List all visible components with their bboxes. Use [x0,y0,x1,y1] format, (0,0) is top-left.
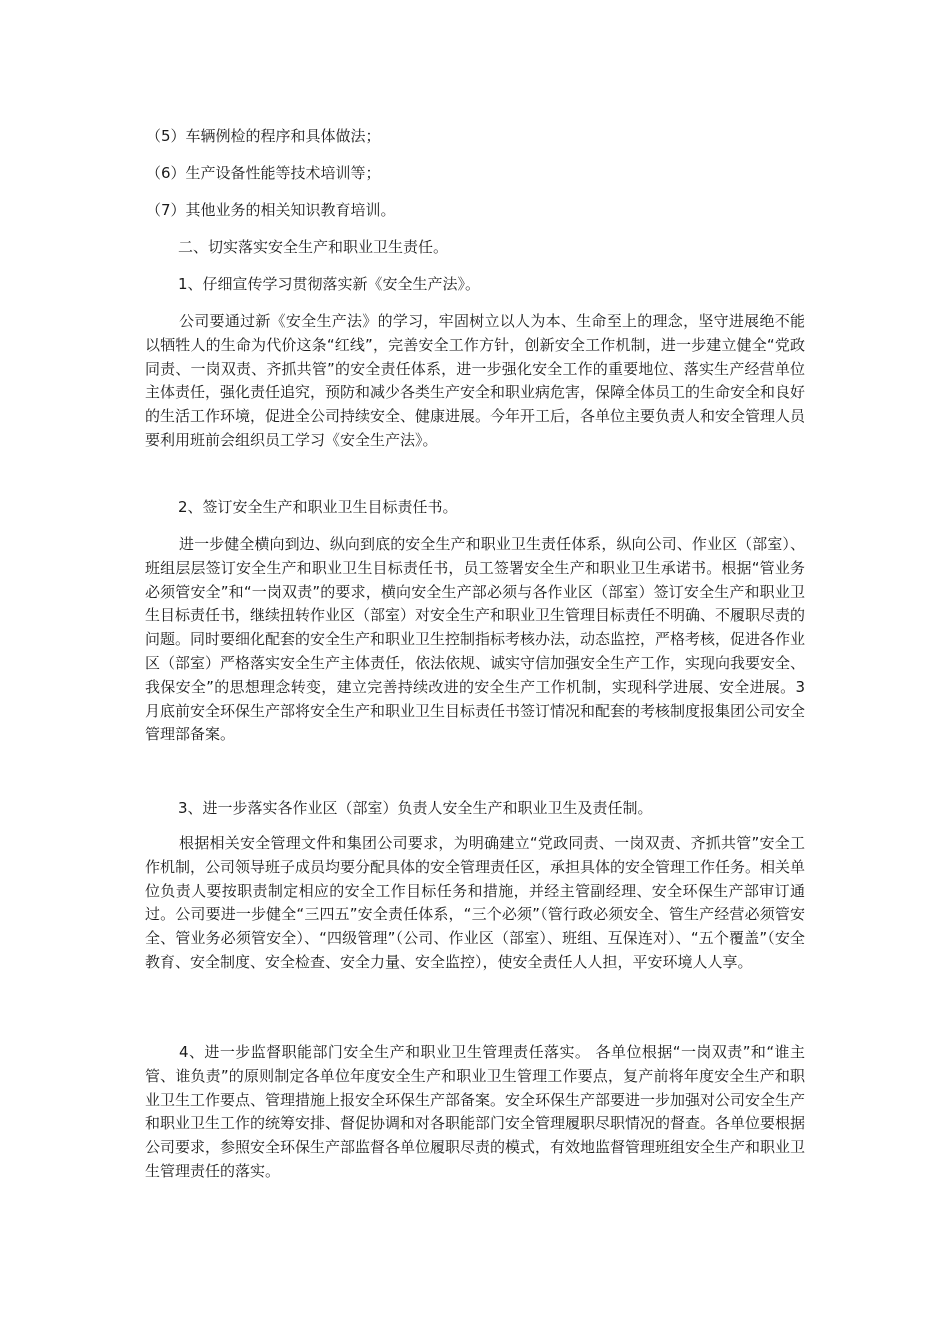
list-item-6: （6）生产设备性能等技术培训等； [146,164,381,182]
list-item-5: （5）车辆例检的程序和具体做法； [146,127,381,145]
subsection-heading-1: 1、仔细宣传学习贯彻落实新《安全生产法》。 [178,275,481,293]
subsection-heading-3: 3、进一步落实各作业区（部室）负责人安全生产和职业卫生及责任制。 [178,799,653,817]
paragraph-1: 公司要通过新《安全生产法》的学习，牢固树立以人为本、生命至上的理念，坚守进展绝不能以牺牲人的生命为代价这条“红线”，完善安全工作方针，创新安全工作机制，进一步建立健全“党政同责、一岗双责、齐抓共管”的安全责任体系，进一步强化安全工作的重要地位、落实生产经营单位主体责任，强化责任追究，预防和减少各类生产安全和职业病危害，保障全体员工的生命安全和良好的生活工作环境，促进全公司持续安全、健康进展。今年开工后，各单位主要负责人和安全管理人员要利用班前会组织员工学习《安全生产法》。 [145,312,806,449]
list-item-7: （7）其他业务的相关知识教育培训。 [146,201,396,219]
subsection-heading-2: 2、签订安全生产和职业卫生目标责任书。 [178,498,458,516]
paragraph-3: 根据相关安全管理文件和集团公司要求，为明确建立“党政同责、一岗双责、齐抓共管”安全工作机制，公司领导班子成员均要分配具体的安全管理责任区，承担具体的安全管理工作任务。相关单位负责人要按职责制定相应的安全工作目标任务和措施，并经主管副经理、安全环保生产部审订通过。公司要进一步健全“三四五”安全责任体系，“三个必须”（管行政必须安全、管生产经营必须管安全、管业务必须管安全）、“四级管理”（公司、作业区（部室）、班组、互保连对）、“五个覆盖”（安全教育、安全制度、安全检查、安全力量、安全监控），使安全责任人人担，平安环境人人享。 [145,834,806,971]
paragraph-4: 4、进一步监督职能部门安全生产和职业卫生管理责任落实。 各单位根据“一岗双责”和“谁主管、谁负责”的原则制定各单位年度安全生产和职业卫生管理工作要点，复产前将年度安全生产和职业卫生工作要点、管理措施上报安全环保生产部备案。安全环保生产部要进一步加强对公司安全生产和职业卫生工作的统筹安排、督促协调和对各职能部门安全管理履职尽职情况的督查。各单位要根据公司要求，参照安全环保生产部监督各单位履职尽责的模式，有效地监督管理班组安全生产和职业卫生管理责任的落实。 [145,1043,806,1180]
section-heading: 二、切实落实安全生产和职业卫生责任。 [178,238,449,256]
paragraph-2: 进一步健全横向到边、纵向到底的安全生产和职业卫生责任体系，纵向公司、作业区（部室）、班组层层签订安全生产和职业卫生目标责任书，员工签署安全生产和职业卫生承诺书。根据“管业务必须管安全”和“一岗双责”的要求，横向安全生产部必须与各作业区（部室）签订安全生产和职业卫生目标责任书，继续扭转作业区（部室）对安全生产和职业卫生管理目标责任不明确、不履职尽责的问题。同时要细化配套的安全生产和职业卫生控制指标考核办法，动态监控，严格考核，促进各作业区（部室）严格落实安全生产主体责任，依法依规、诚实守信加强安全生产工作，实现向我要安全、我保安全”的思想理念转变，建立完善持续改进的安全生产工作机制，实现科学进展、安全进展。3月底前安全环保生产部将安全生产和职业卫生目标责任书签订情况和配套的考核制度报集团公司安全管理部备案。 [145,535,806,744]
